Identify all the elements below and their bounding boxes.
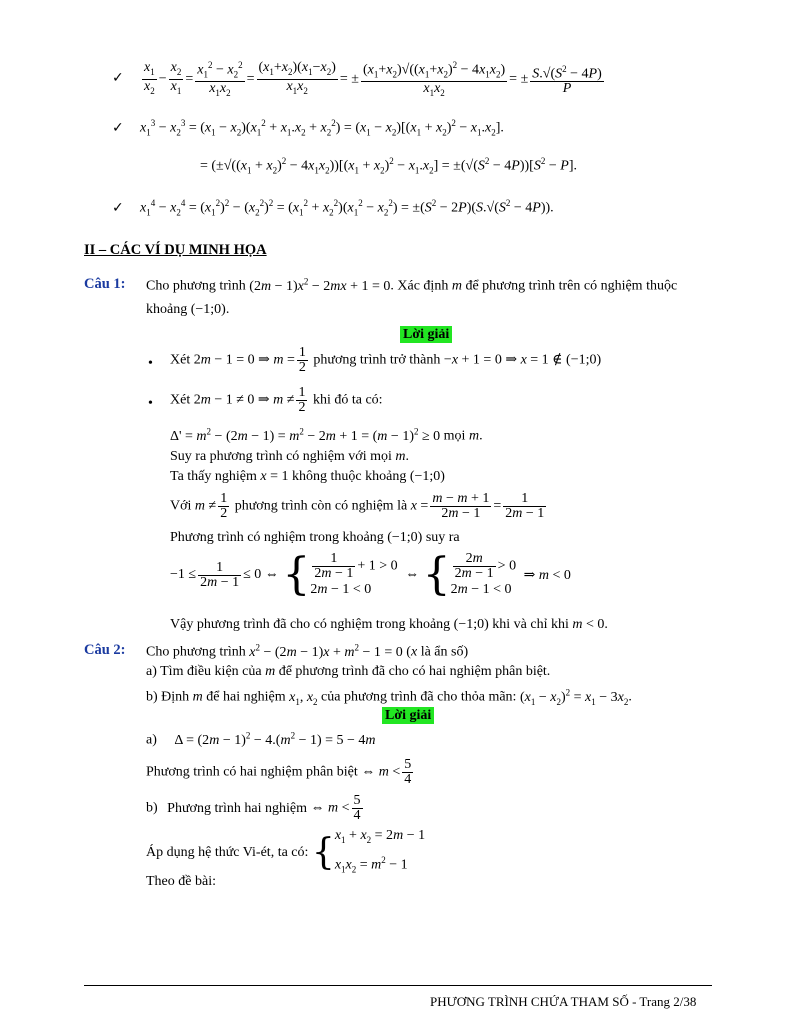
case-text: khi đó ta có: bbox=[312, 392, 383, 408]
footer-divider bbox=[84, 985, 712, 986]
solution-label bbox=[400, 327, 452, 343]
text: để phương trình đã cho có hai nghiệm phân biệt. bbox=[278, 664, 551, 679]
text: Suy ra phương trình có nghiệm với mọi bbox=[170, 449, 392, 464]
text: suy ra bbox=[425, 530, 460, 545]
voi-line: Với m ≠ $\frac{1}{2}$ phương trình còn có nghiệm là x = $\frac{m - m + 1}{2m - 1}$ = $\frac{1}{2m - 1}$ bbox=[170, 491, 545, 521]
part-a-delta: a) $\Delta = (2m - 1)^2 - 4.(m^2 - 1) = 5 - 4m$ bbox=[146, 730, 376, 748]
delta-line: $\Delta' = m^2 - (2m - 1) = m^2 - 2m + 1 = (m - 1)^2 \ge 0$ mọi m. bbox=[170, 426, 483, 444]
formula-fourth-power-difference: $x_1^4 - x_2^4 = (x_1^2)^2 - (x_2^2)^2 = (x_1^2 + x_2^2)(x_1^2 - x_2^2) = \pm(S^2 - 2P)(S.√(S^2 - 4P))$. bbox=[140, 198, 554, 218]
text: b) Định bbox=[146, 689, 190, 705]
check-icon: ✓ bbox=[112, 120, 124, 136]
check-icon: ✓ bbox=[112, 70, 124, 86]
bullet-icon: • bbox=[148, 396, 153, 411]
formula-quotient-difference: $\frac{x_1}{x_2}$ − $\frac{x_2}{x_1}$ = $\frac{x_1^2 - x_2^2}{x_1x_2}$ = $\frac{(x_1+x_2)(x_1-x_2)}{x_1x_2}$ = ± $\frac{(x_1+x_2)√((x_1+x_2)^2 - 4x_1x_2)}{x_1x_2}$ = ± $\frac{S.√(S^2 - 4P)}{P}$ bbox=[144, 59, 602, 99]
solution-badge: Lời giải bbox=[400, 326, 452, 343]
text: khi và chỉ khi bbox=[492, 617, 569, 632]
text: Ta thấy nghiệm bbox=[170, 469, 257, 484]
text: của phương trình đã cho thỏa mãn: bbox=[321, 689, 517, 705]
text: mọi bbox=[443, 428, 466, 444]
prompt-text: Cho phương trình bbox=[146, 278, 246, 294]
question-2-label: Câu 2: bbox=[84, 642, 126, 658]
text: Phương trình có nghiệm trong khoảng bbox=[170, 530, 384, 545]
text: Áp dụng hệ thức Vi-ét, ta có: bbox=[146, 844, 309, 860]
text: a) Tìm điều kiện của bbox=[146, 664, 262, 679]
question-1-prompt: Cho phương trình $(2m - 1)x^2 - 2mx + 1 = 0$. Xác định m để phương trình trên có nghiệm thuộc bbox=[146, 276, 678, 294]
pt-co-nghiem-line: Phương trình có nghiệm trong khoảng (−1;0) suy ra bbox=[170, 530, 460, 545]
text: không thuộc khoảng bbox=[292, 469, 407, 484]
prompt-text: . Xác định bbox=[390, 278, 449, 294]
case-text: phương trình trở thành bbox=[313, 352, 441, 368]
text: a) bbox=[146, 732, 157, 748]
ta-thay-line: Ta thấy nghiệm x = 1 không thuộc khoảng (−1;0) bbox=[170, 469, 445, 484]
prompt-text: là ẩn số) bbox=[420, 644, 469, 660]
vieta-line: Áp dụng hệ thức Vi-ét, ta có: {$x_1 + x_2 = 2m - 1$ $x_1x_2 = m^2 - 1$ bbox=[146, 828, 426, 875]
formula-cube-difference: $x_1^3 - x_2^3 = (x_1 - x_2)(x_1^2 + x_1.x_2 + x_2^2) = (x_1 - x_2)[(x_1 + x_2)^2 - x_1.x_2]$. bbox=[140, 118, 504, 138]
prompt-text: ( bbox=[406, 644, 411, 660]
text: phương trình còn có nghiệm là bbox=[234, 498, 408, 514]
part-b-condition: b) Phương trình hai nghiệm ⇔ m < $\frac{5}{4}$ bbox=[146, 793, 361, 823]
prompt-text: Cho phương trình bbox=[146, 644, 246, 660]
text: để hai nghiệm bbox=[206, 689, 286, 705]
prompt-text: để phương trình trên có nghiệm thuộc bbox=[465, 278, 678, 294]
formula-cube-difference-cont: = $(\pm√((x_1 + x_2)^2 - 4x_1x_2))[(x_1 + x_2)^2 - x_1.x_2] = \pm(√(S^2 - 4P))[S^2 - P]$. bbox=[200, 156, 577, 176]
text: Với bbox=[170, 498, 192, 514]
theo-de-bai: Theo đề bài: bbox=[146, 874, 216, 889]
case-text: Xét bbox=[170, 352, 191, 368]
section-title: II – CÁC VÍ DỤ MINH HỌA bbox=[84, 242, 267, 258]
text: b) bbox=[146, 800, 158, 816]
question-2-part-a: a) Tìm điều kiện của m để phương trình đã cho có hai nghiệm phân biệt. bbox=[146, 664, 551, 679]
text: Vậy phương trình đã cho có nghiệm trong khoảng bbox=[170, 617, 451, 632]
case-1-line: Xét 2m − 1 = 0 ⇒ m = $\frac{1}{2}$ phương trình trở thành −x + 1 = 0 ⇒ x = 1 ∉ (−1;0) bbox=[170, 345, 602, 375]
text: Phương trình có hai nghiệm phân biệt bbox=[146, 764, 358, 780]
page-footer: PHƯƠNG TRÌNH CHỨA THAM SỐ - Trang 2/38 bbox=[430, 994, 697, 1009]
conclusion-line: Vậy phương trình đã cho có nghiệm trong khoảng (−1;0) khi và chỉ khi m < 0. bbox=[170, 617, 608, 632]
system-inequalities: −1 ≤ $\frac{1}{2m - 1}$ ≤ 0 ⇔ { $\frac{1}{2m - 1}$ + 1 > 0 2m − 1 < 0 ⇔ { $\frac{2m}{2m - 1}$ > 0 2m − 1 < 0 ⇒ m < 0 bbox=[170, 549, 571, 600]
case-text: Xét bbox=[170, 392, 191, 408]
question-1-prompt-line2: khoảng (−1;0). bbox=[146, 302, 230, 317]
part-a-conclusion: Phương trình có hai nghiệm phân biệt ⇔ m < $\frac{5}{4}$ bbox=[146, 757, 412, 787]
solution-label-2 bbox=[382, 708, 434, 724]
case-2-line: Xét 2m − 1 ≠ 0 ⇒ m ≠ $\frac{1}{2}$ khi đó ta có: bbox=[170, 385, 383, 415]
bullet-icon: • bbox=[148, 356, 153, 371]
text: Phương trình hai nghiệm bbox=[167, 800, 307, 816]
prompt-text: khoảng bbox=[146, 302, 188, 317]
suy-ra-line: Suy ra phương trình có nghiệm với mọi m. bbox=[170, 449, 409, 464]
check-icon: ✓ bbox=[112, 200, 124, 216]
question-2-prompt: Cho phương trình $x^2 - (2m - 1)x + m^2 - 1 = 0$ (x là ẩn số) bbox=[146, 642, 469, 660]
question-1-label: Câu 1: bbox=[84, 276, 126, 292]
question-2-part-b: b) Định m để hai nghiệm $x_1$, $x_2$ của phương trình đã cho thỏa mãn: $(x_1 - x_2)^2 = x_1 - 3x_2$. bbox=[146, 687, 632, 707]
solution-badge: Lời giải bbox=[382, 707, 434, 724]
